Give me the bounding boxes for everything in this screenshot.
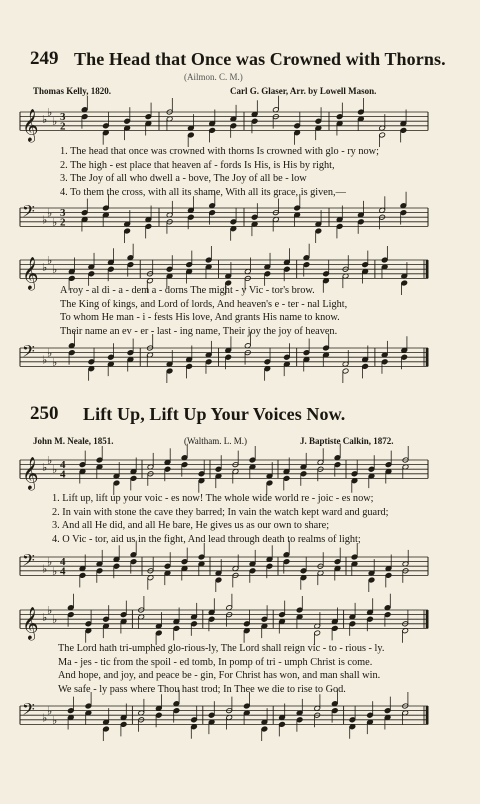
svg-text:♭: ♭	[47, 605, 53, 617]
lyric-line: Ma - jes - tic from the spoil - ed tomb, In pomp of tri - umph Christ is come.	[58, 656, 373, 668]
verse-block	[52, 492, 389, 546]
svg-text:♭: ♭	[47, 455, 53, 467]
music-system-1-treble	[0, 100, 480, 145]
svg-text:4: 4	[60, 468, 66, 481]
tune-name: (Ailmon. C. M.)	[184, 72, 243, 82]
lyric-line: 2. In vain with stone the cave they barred; In vain the watch kept ward and guard;	[52, 506, 389, 518]
music-system-1-bass	[0, 196, 480, 241]
hymn-number: 249	[30, 48, 59, 69]
svg-text:𝄢: 𝄢	[22, 200, 35, 225]
author-credit: Thomas Kelly, 1820.	[33, 86, 112, 96]
lyric-line: 4. O Vic - tor, aid us in the fight, And lead through death to realms of light;	[52, 533, 361, 545]
lyric-line: And hope, and joy, and peace be - gin, For Christ has won, and man shall win.	[58, 670, 381, 682]
svg-text:♭: ♭	[52, 116, 58, 129]
svg-text:𝄢: 𝄢	[22, 549, 35, 574]
svg-text:♭: ♭	[47, 207, 53, 220]
svg-text:3: 3	[60, 111, 66, 124]
svg-text:♭: ♭	[42, 461, 48, 474]
hymn-number: 250	[30, 403, 59, 424]
svg-text:𝄢: 𝄢	[22, 698, 35, 723]
music-system-3-treble	[0, 448, 480, 493]
svg-text:♭: ♭	[42, 214, 48, 227]
svg-text:♭: ♭	[52, 614, 58, 627]
svg-text:♭: ♭	[52, 464, 58, 477]
lyric-line: A roy - al di - a - dem a - dorns The might - y Vic - tor's brow.	[60, 285, 315, 296]
svg-text:♭: ♭	[42, 354, 48, 367]
music-system-3-bass	[0, 545, 480, 590]
lyric-line: We safe - ly pass where Thou hast trod; In Thee we die to rise to God.	[58, 683, 346, 695]
hymn-title: The Head that Once was Crowned with Thorns.	[74, 49, 446, 69]
verse-block	[60, 145, 379, 199]
lyric-line: The King of kings, and Lord of lords, And heaven's e - ter - nal Light,	[60, 298, 348, 310]
composer-credit: Carl G. Glaser, Arr. by Lowell Mason.	[230, 86, 377, 96]
svg-text:♭: ♭	[52, 714, 58, 727]
lyric-line: 3. The Joy of all who dwell a - bove, The Joy of all be - low	[60, 173, 307, 185]
svg-text:♭: ♭	[47, 107, 53, 119]
verse-block	[58, 642, 384, 696]
lyric-line: To whom He man - i - fests His love, And grants His name to know.	[60, 312, 340, 324]
hymn-title: Lift Up, Lift Up Your Voices Now.	[83, 404, 346, 424]
music-system-4-treble	[0, 598, 480, 643]
svg-text:♭: ♭	[52, 216, 58, 229]
tune-name: (Waltham. L. M.)	[184, 436, 248, 446]
svg-text:4: 4	[60, 565, 66, 578]
svg-text:4: 4	[60, 556, 66, 569]
music-system-4-bass	[0, 694, 480, 739]
verse-block	[60, 284, 347, 338]
svg-text:♭: ♭	[52, 264, 58, 277]
svg-text:♭: ♭	[47, 255, 53, 267]
svg-text:♭: ♭	[42, 563, 48, 576]
svg-text:♭: ♭	[42, 712, 48, 725]
svg-text:4: 4	[60, 459, 66, 472]
lyric-line: Their name an ev - er - last - ing name, Their joy the joy of heaven.	[60, 325, 338, 337]
music-system-2-bass	[0, 336, 480, 381]
svg-text:♭: ♭	[47, 705, 53, 718]
svg-text:𝄞: 𝄞	[22, 256, 39, 290]
svg-text:♭: ♭	[52, 356, 58, 369]
svg-text:𝄞: 𝄞	[22, 108, 39, 142]
svg-text:𝄞: 𝄞	[22, 456, 39, 490]
lyric-line: 1. Lift up, lift up your voic - es now! The whole wide world re - joic - es now;	[52, 493, 374, 504]
lyric-line: 4. To them the cross, with all its shame, With all its grace, is given,—	[60, 186, 346, 198]
svg-text:♭: ♭	[42, 261, 48, 274]
svg-text:♭: ♭	[42, 611, 48, 624]
svg-text:♭: ♭	[52, 565, 58, 578]
svg-text:♭: ♭	[42, 113, 48, 126]
lyric-line: 3. And all He did, and all He bare, He gives us as our own to share;	[52, 520, 330, 532]
svg-text:𝄞: 𝄞	[22, 606, 39, 640]
lyric-line: The Lord hath tri-umphed glo-rious-ly, The Lord shall reign vic - to - rious - ly.	[58, 643, 385, 654]
svg-text:3: 3	[60, 207, 66, 220]
svg-text:♭: ♭	[47, 556, 53, 569]
lyric-line: 2. The high - est place that heaven af - fords Is His, is His by right,	[60, 159, 335, 171]
svg-text:2: 2	[60, 216, 66, 229]
author-credit: John M. Neale, 1851.	[33, 436, 114, 446]
svg-text:𝄢: 𝄢	[22, 340, 35, 365]
svg-text:♭: ♭	[47, 347, 53, 360]
lyric-line: 1. The head that once was crowned with thorns Is crowned with glo - ry now;	[60, 146, 379, 157]
svg-text:2: 2	[60, 120, 66, 133]
composer-credit: J. Baptiste Calkin, 1872.	[300, 436, 394, 446]
